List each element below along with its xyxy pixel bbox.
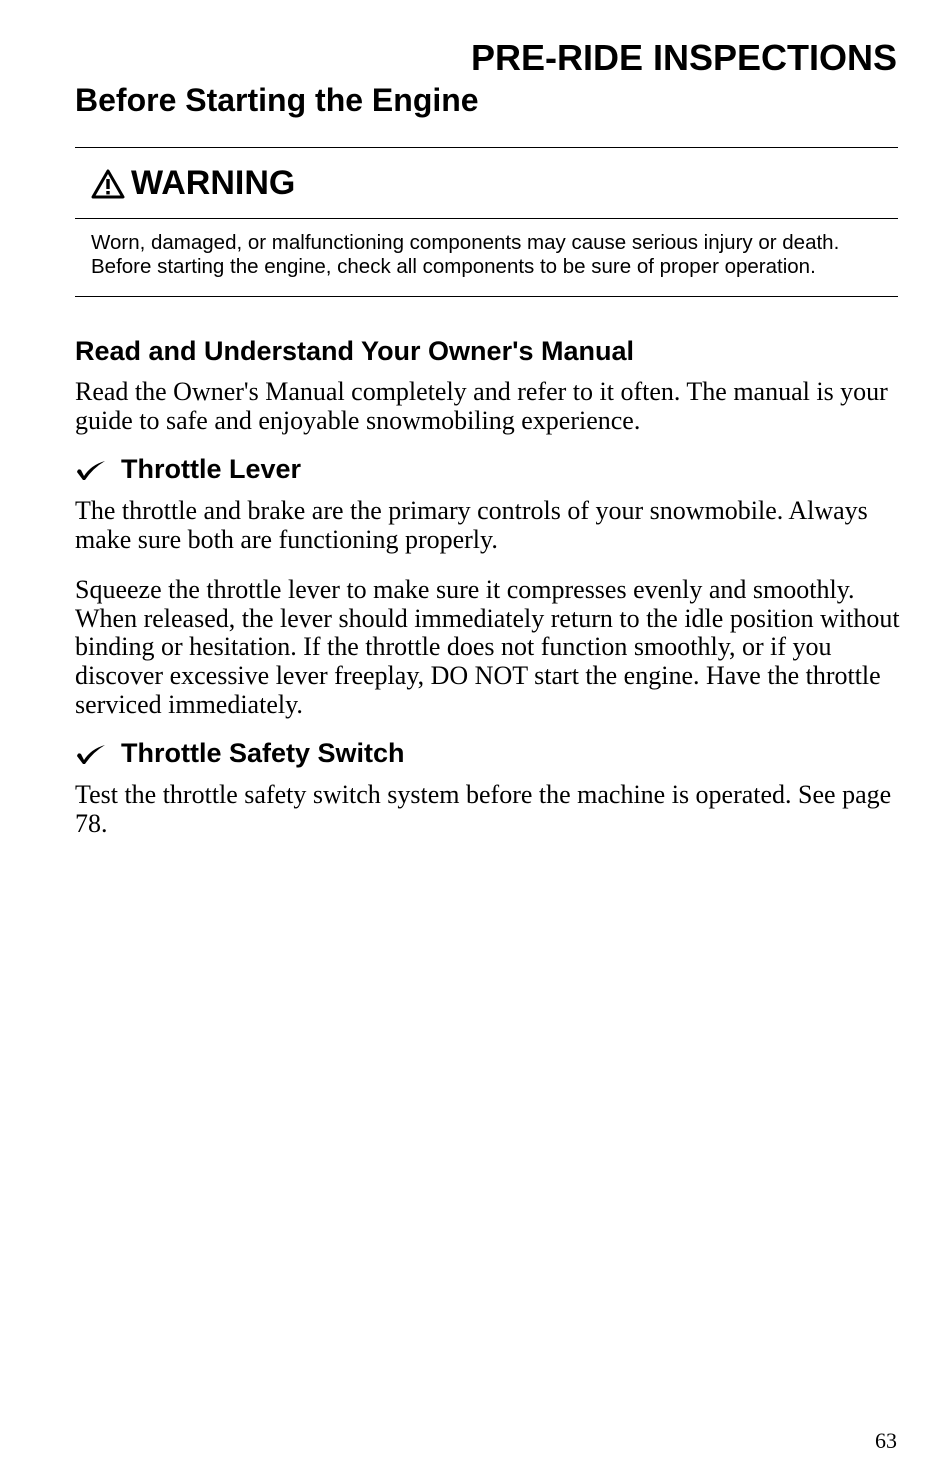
throttle-safety-switch-heading <box>75 740 405 767</box>
checkmark-icon <box>75 743 107 765</box>
warning-bottom-rule <box>75 296 898 297</box>
throttle-lever-paragraph-2: Squeeze the throttle lever to make sure it compresses evenly and smoothly. When released, the lever should immediately return to the idle position without binding or hesitation. If the throttle does not function smoothly, or if you discover excessive lever freeplay, DO NOT start the engine. Have the throttle serviced immediately. <box>75 575 900 719</box>
throttle-lever-heading <box>75 456 301 483</box>
warning-box <box>75 147 898 297</box>
warning-triangle-icon <box>91 169 125 199</box>
warning-title: WARNING <box>131 163 296 202</box>
warning-text: Worn, damaged, or malfunctioning components may cause serious injury or death. Before starting the engine, check all components to be sure of proper operation. <box>91 231 840 278</box>
throttle-safety-switch-heading-text: Throttle Safety Switch <box>121 738 405 768</box>
manual-heading <box>75 338 634 365</box>
checkmark-icon <box>75 459 107 481</box>
page-number: 63 <box>875 1428 897 1453</box>
throttle-safety-switch-paragraph: Test the throttle safety switch system before the machine is operated. See page 78. <box>75 780 892 838</box>
warning-heading <box>75 148 898 218</box>
section-title: Before Starting the Engine <box>75 82 479 118</box>
chapter-title: PRE-RIDE INSPECTIONS <box>470 37 897 78</box>
throttle-lever-paragraph-1: The throttle and brake are the primary controls of your snowmobile. Always make sure both are functioning properly. <box>75 496 868 554</box>
manual-heading-text: Read and Understand Your Owner's Manual <box>75 336 635 366</box>
manual-paragraph: Read the Owner's Manual completely and refer to it often. The manual is your guide to safe and enjoyable snowmobiling experience. <box>75 377 888 435</box>
throttle-lever-heading-text: Throttle Lever <box>121 454 302 484</box>
